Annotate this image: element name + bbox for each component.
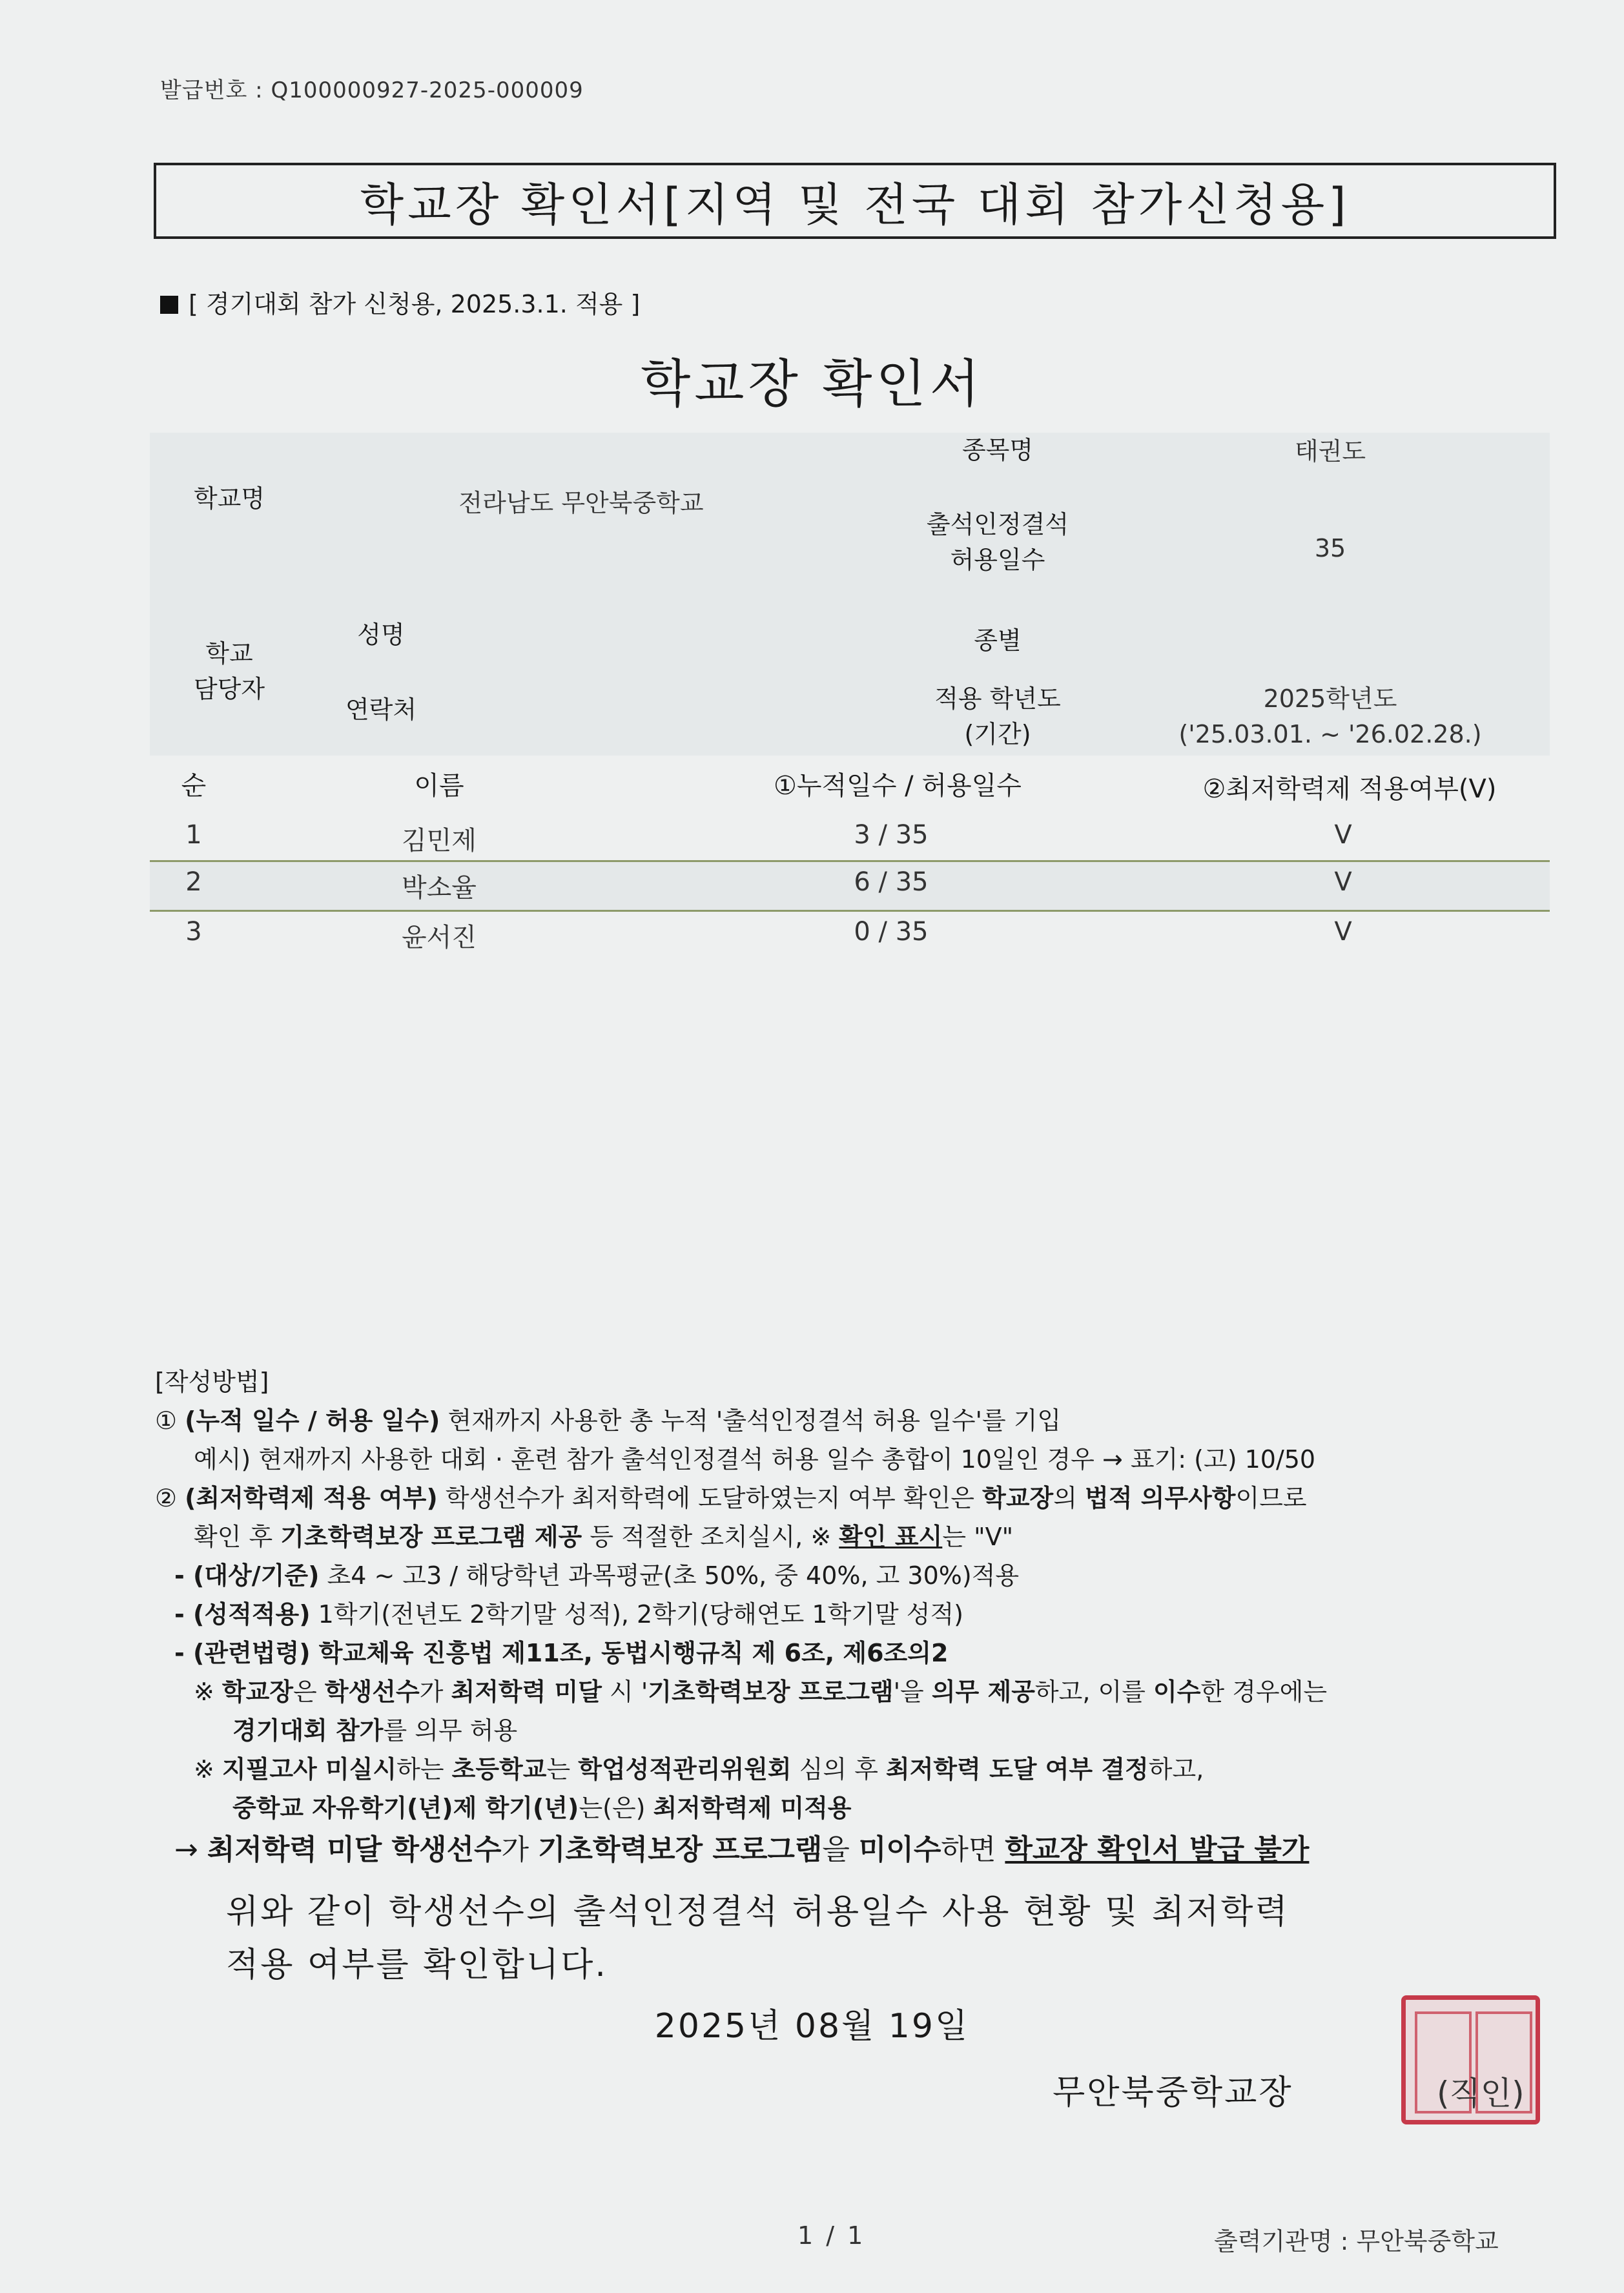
school-manager-label-line1: 학교 (205, 639, 253, 668)
issuing-institution: 출력기관명 : 무안북중학교 (1214, 2227, 1499, 2256)
row-check: V (1334, 917, 1352, 947)
page-number: 1 / 1 (797, 2221, 866, 2250)
absence-days-label-line2: 허용일수 (950, 546, 1045, 575)
instructions-heading: [작성방법] (155, 1368, 269, 1396)
school-label: 학교명 (193, 484, 265, 513)
row-days: 3 / 35 (854, 820, 929, 850)
detail-grades: - (성적적용) 1학기(전년도 2학기말 성적), 2학기(당해연도 1학기말 성적) (174, 1600, 964, 1629)
school-year-value (1136, 681, 1524, 752)
application-note (160, 284, 640, 320)
row-days: 0 / 35 (854, 917, 929, 947)
instruction-1-example: 예시) 현재까지 사용한 대회 · 훈련 참가 출석인정결석 허용 일수 총합이 10일인 경우 → 표기: (고) 10/50 (194, 1445, 1316, 1474)
school-year-label (898, 681, 1098, 752)
event-value: 태권도 (1294, 437, 1366, 466)
instruction-1: ① (누적 일수 / 허용 일수) 현재까지 사용한 총 누적 '출석인정결석 허용 일수'를 기입 (155, 1406, 1062, 1435)
row-name: 윤서진 (402, 923, 477, 952)
school-manager-label (165, 636, 294, 707)
note-elementary: ※ 지필고사 미실시하는 초등학교는 학업성적관리위원회 심의 후 최저학력 도달 여부 결정하고, (194, 1755, 1204, 1784)
note-elementary-line2: 중학교 자유학기(년)제 학기(년)는(은) 최저학력제 미적용 (232, 1794, 852, 1822)
confirmation-text (226, 1886, 1290, 1991)
principal-signature: 무안북중학교장 (1053, 2073, 1293, 2112)
note-principal-duty: ※ 학교장은 학생선수가 최저학력 미달 시 '기초학력보장 프로그램'을 의무 제공하고, 이를 이수한 경우에는 (194, 1678, 1328, 1706)
manager-contact-label: 연락처 (345, 695, 417, 724)
seal-label: (직인) (1437, 2075, 1525, 2112)
document-title: 학교장 확인서 (640, 354, 984, 414)
form-title-box (154, 163, 1556, 239)
issue-date: 2025년 08월 19일 (654, 2007, 970, 2046)
table-row (150, 862, 1550, 910)
row-check: V (1334, 867, 1352, 897)
row-no: 1 (185, 820, 202, 850)
form-title: 학교장 확인서[지역 및 전국 대회 참가신청용] (360, 178, 1350, 231)
row-check: V (1334, 820, 1352, 850)
table-row (150, 912, 1550, 960)
school-year-value-line2: ('25.03.01. ~ '26.02.28.) (1178, 720, 1482, 749)
application-note-text: [ 경기대회 참가 신청용, 2025.3.1. 적용 ] (189, 290, 641, 318)
col-header-name: 이름 (414, 771, 464, 801)
confirmation-line2: 적용 여부를 확인합니다. (226, 1946, 608, 1984)
issue-number: 발급번호 : Q100000927-2025-000009 (160, 77, 584, 103)
school-year-label-line1: 적용 학년도 (934, 684, 1061, 713)
school-value: 전라남도 무안북중학교 (458, 489, 704, 517)
writing-instructions (155, 1362, 1576, 1873)
row-no: 3 (185, 917, 202, 947)
detail-target: - (대상/기준) 초4 ~ 고3 / 해당학년 과목평균(초 50%, 중 40%, 고 30%)적용 (174, 1561, 1020, 1590)
instruction-2: ② (최저학력제 적용 여부) 학생선수가 최저학력에 도달하였는지 여부 확인은 학교장의 법적 의무사항이므로 (155, 1484, 1307, 1512)
division-label: 종별 (974, 626, 1022, 655)
col-header-no: 순 (181, 771, 207, 801)
warning-line: → 최저학력 미달 학생선수가 기초학력보장 프로그램을 미이수하면 학교장 확인서 발급 불가 (174, 1833, 1310, 1866)
row-name: 박소율 (402, 873, 477, 903)
detail-law: - (관련법령) 학교체육 진흥법 제11조, 동법시행규칙 제 6조, 제6조의2 (174, 1639, 949, 1667)
absence-days-label (898, 507, 1098, 578)
table-row (150, 811, 1550, 859)
col-header-min-academic: ②최저학력제 적용여부(V) (1202, 774, 1497, 804)
absence-days-label-line1: 출석인정결석 (926, 510, 1069, 539)
note-principal-duty-line2: 경기대회 참가를 의무 허용 (232, 1716, 518, 1745)
row-no: 2 (185, 867, 202, 897)
manager-name-label: 성명 (357, 621, 405, 649)
row-days: 6 / 35 (854, 867, 929, 897)
col-header-days: ①누적일수 / 허용일수 (774, 771, 1022, 801)
square-bullet-icon (160, 296, 178, 314)
school-year-label-line2: (기간) (964, 720, 1031, 749)
event-label: 종목명 (961, 436, 1034, 464)
instruction-2-line2: 확인 후 기초학력보장 프로그램 제공 등 적절한 조치실시, ※ 확인 표시는 "V" (194, 1523, 1014, 1551)
confirmation-line1: 위와 같이 학생선수의 출석인정결석 허용일수 사용 현황 및 최저학력 (226, 1893, 1290, 1931)
absence-days-value: 35 (1314, 534, 1346, 562)
school-manager-label-line2: 담당자 (193, 675, 265, 704)
row-name: 김민제 (402, 826, 477, 856)
school-year-value-line1: 2025학년도 (1263, 684, 1397, 713)
